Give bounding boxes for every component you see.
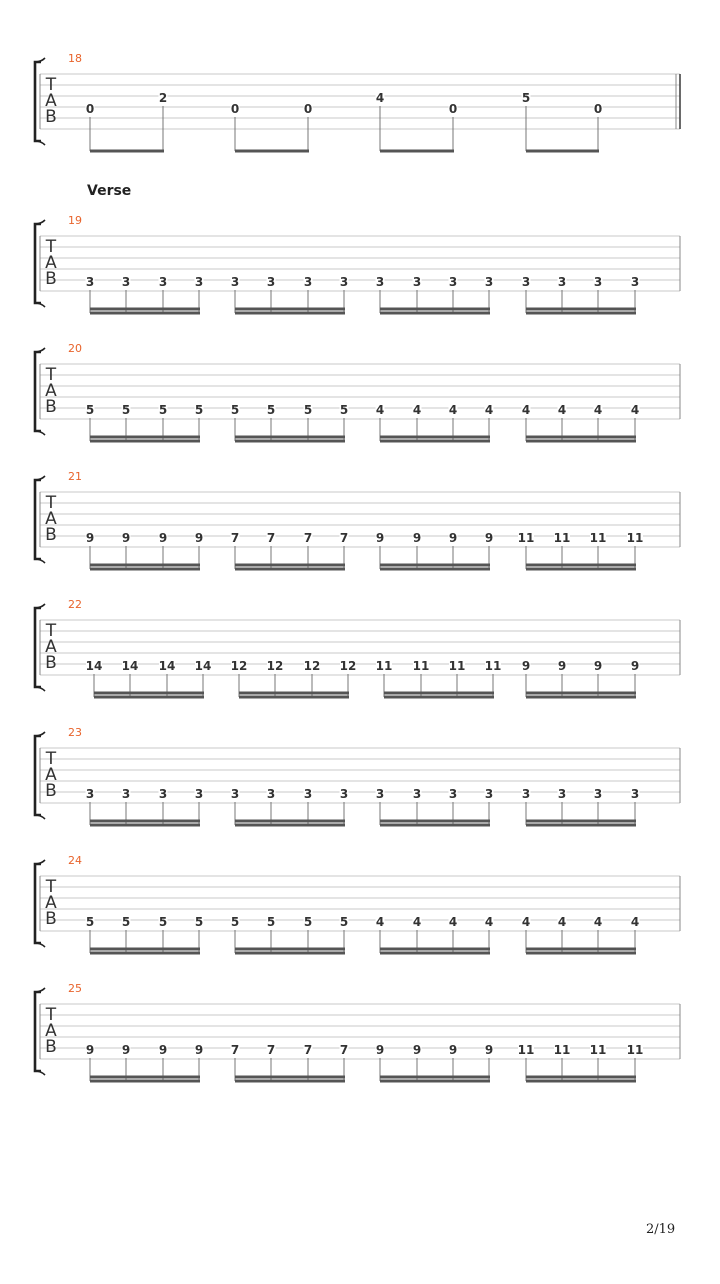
fret-number: 5 <box>266 915 276 929</box>
fret-number: 4 <box>557 403 567 417</box>
fret-number: 4 <box>593 403 603 417</box>
fret-number: 5 <box>121 403 131 417</box>
fret-number: 9 <box>448 531 458 545</box>
fret-number: 9 <box>375 531 385 545</box>
beam <box>235 568 345 571</box>
fret-number: 12 <box>303 659 321 673</box>
beam <box>380 440 490 443</box>
bracket-hook-bottom <box>35 431 45 435</box>
beam <box>526 696 636 699</box>
tab-clef-letter: B <box>45 1037 57 1057</box>
bracket-hook-top <box>35 988 45 992</box>
bracket-hook-bottom <box>35 815 45 819</box>
beam <box>90 824 200 827</box>
fret-number: 4 <box>412 403 422 417</box>
fret-number: 4 <box>521 915 531 929</box>
measure-number: 18 <box>68 52 82 65</box>
beam <box>380 1076 490 1079</box>
fret-number: 3 <box>375 787 385 801</box>
fret-number: 7 <box>266 531 276 545</box>
bracket-hook-top <box>35 860 45 864</box>
beam <box>235 150 309 153</box>
beam <box>384 696 494 699</box>
tab-system-24 <box>35 854 680 955</box>
beam <box>380 948 490 951</box>
fret-number: 9 <box>412 531 422 545</box>
fret-number: 11 <box>375 659 393 673</box>
fret-number: 9 <box>521 659 531 673</box>
fret-number: 9 <box>448 1043 458 1057</box>
beam <box>90 568 200 571</box>
section-label-verse: Verse <box>87 183 132 199</box>
beam <box>526 824 636 827</box>
fret-number: 7 <box>266 1043 276 1057</box>
tab-clef-letter: B <box>45 525 57 545</box>
tab-clef-letter: A <box>45 893 57 913</box>
fret-number: 3 <box>412 275 422 289</box>
tab-clef-letter: A <box>45 509 57 529</box>
fret-number: 3 <box>230 275 240 289</box>
beam <box>526 150 599 153</box>
bracket-hook-top <box>35 732 45 736</box>
fret-number: 3 <box>375 275 385 289</box>
fret-number: 9 <box>412 1043 422 1057</box>
bracket-hook-bottom <box>35 687 45 691</box>
fret-number: 3 <box>448 275 458 289</box>
fret-number: 11 <box>626 531 644 545</box>
measure-number: 25 <box>68 982 82 995</box>
tab-clef-letter: A <box>45 253 57 273</box>
tab-clef-letter: A <box>45 91 57 111</box>
fret-number: 5 <box>230 915 240 929</box>
fret-number: 14 <box>158 659 176 673</box>
beam <box>235 820 345 823</box>
beam <box>90 1076 200 1079</box>
bracket-hook-top <box>35 604 45 608</box>
fret-number: 11 <box>517 1043 535 1057</box>
bracket-hook-top <box>35 348 45 352</box>
fret-number: 3 <box>121 787 131 801</box>
fret-number: 5 <box>121 915 131 929</box>
fret-number: 4 <box>375 915 385 929</box>
fret-number: 4 <box>593 915 603 929</box>
beam <box>526 948 636 951</box>
fret-number: 3 <box>484 787 494 801</box>
fret-number: 0 <box>230 102 240 116</box>
fret-number: 5 <box>339 915 349 929</box>
fret-number: 3 <box>484 275 494 289</box>
fret-number: 5 <box>230 403 240 417</box>
fret-number: 5 <box>266 403 276 417</box>
fret-number: 4 <box>484 915 494 929</box>
fret-number: 9 <box>630 659 640 673</box>
beam <box>90 150 164 153</box>
tab-clef-letter: T <box>45 1005 57 1025</box>
fret-number: 3 <box>194 275 204 289</box>
beam <box>526 436 636 439</box>
beam <box>90 948 200 951</box>
fret-number: 7 <box>339 531 349 545</box>
fret-number: 0 <box>593 102 603 116</box>
fret-number: 3 <box>593 275 603 289</box>
beam <box>90 308 200 311</box>
fret-number: 9 <box>85 531 95 545</box>
fret-number: 12 <box>339 659 357 673</box>
beam <box>380 436 490 439</box>
tab-clef-letter: T <box>45 621 57 641</box>
tab-clef-letter: T <box>45 493 57 513</box>
fret-number: 14 <box>85 659 103 673</box>
beam <box>526 308 636 311</box>
fret-number: 9 <box>194 531 204 545</box>
fret-number: 9 <box>484 531 494 545</box>
beam <box>235 948 345 951</box>
beam <box>380 820 490 823</box>
fret-number: 7 <box>303 1043 313 1057</box>
tab-system-19 <box>35 214 680 315</box>
fret-number: 0 <box>85 102 95 116</box>
beam <box>90 564 200 567</box>
fret-number: 4 <box>630 915 640 929</box>
fret-number: 7 <box>230 531 240 545</box>
beam <box>235 824 345 827</box>
tab-clef-letter: A <box>45 381 57 401</box>
fret-number: 3 <box>521 275 531 289</box>
tab-clef-letter: B <box>45 909 57 929</box>
fret-number: 9 <box>375 1043 385 1057</box>
fret-number: 5 <box>339 403 349 417</box>
tab-clef-letter: T <box>45 75 57 95</box>
beam <box>235 308 345 311</box>
tab-clef-letter: T <box>45 749 57 769</box>
beam <box>380 564 490 567</box>
fret-number: 14 <box>121 659 139 673</box>
fret-number: 3 <box>593 787 603 801</box>
beam <box>90 820 200 823</box>
fret-number: 4 <box>375 91 385 105</box>
fret-number: 3 <box>557 275 567 289</box>
beam <box>90 312 200 315</box>
fret-number: 4 <box>412 915 422 929</box>
tab-clef-letter: A <box>45 637 57 657</box>
beam <box>380 1080 490 1083</box>
fret-number: 3 <box>521 787 531 801</box>
fret-number: 11 <box>517 531 535 545</box>
fret-number: 9 <box>121 531 131 545</box>
tab-system-21 <box>35 470 680 571</box>
fret-number: 5 <box>303 915 313 929</box>
tab-system-22 <box>35 598 680 699</box>
tab-clef-letter: A <box>45 1021 57 1041</box>
bracket-hook-top <box>35 220 45 224</box>
fret-number: 3 <box>85 787 95 801</box>
fret-number: 4 <box>484 403 494 417</box>
fret-number: 7 <box>339 1043 349 1057</box>
beam <box>526 568 636 571</box>
beam <box>380 308 490 311</box>
measure-number: 24 <box>68 854 82 867</box>
beam <box>526 952 636 955</box>
fret-number: 7 <box>303 531 313 545</box>
bracket-hook-bottom <box>35 943 45 947</box>
fret-number: 5 <box>85 403 95 417</box>
fret-number: 3 <box>266 275 276 289</box>
tab-clef-letter: B <box>45 107 57 127</box>
beam <box>239 692 349 695</box>
fret-number: 14 <box>194 659 212 673</box>
fret-number: 9 <box>158 1043 168 1057</box>
fret-number: 5 <box>158 915 168 929</box>
beam <box>94 696 204 699</box>
fret-number: 4 <box>448 915 458 929</box>
fret-number: 3 <box>266 787 276 801</box>
fret-number: 3 <box>448 787 458 801</box>
tab-system-23 <box>35 726 680 827</box>
beam <box>380 952 490 955</box>
fret-number: 2 <box>158 91 168 105</box>
fret-number: 12 <box>230 659 248 673</box>
bracket-hook-bottom <box>35 559 45 563</box>
bracket-hook-top <box>35 58 45 62</box>
beam <box>94 692 204 695</box>
tab-clef-letter: B <box>45 781 57 801</box>
page-number: 2/19 <box>646 1222 676 1237</box>
fret-number: 3 <box>158 787 168 801</box>
measure-number: 21 <box>68 470 82 483</box>
beam <box>380 568 490 571</box>
beam <box>239 696 349 699</box>
beam <box>526 692 636 695</box>
fret-number: 5 <box>194 403 204 417</box>
fret-number: 3 <box>339 787 349 801</box>
fret-number: 9 <box>484 1043 494 1057</box>
fret-number: 3 <box>121 275 131 289</box>
bracket-hook-bottom <box>35 141 45 145</box>
beam <box>90 436 200 439</box>
tab-clef-letter: T <box>45 237 57 257</box>
bracket-hook-bottom <box>35 303 45 307</box>
fret-number: 5 <box>521 91 531 105</box>
fret-number: 4 <box>557 915 567 929</box>
fret-number: 4 <box>375 403 385 417</box>
fret-number: 9 <box>121 1043 131 1057</box>
beam <box>380 312 490 315</box>
beam <box>380 824 490 827</box>
fret-number: 11 <box>626 1043 644 1057</box>
fret-number: 3 <box>194 787 204 801</box>
tab-system-25 <box>35 982 680 1083</box>
measure-number: 20 <box>68 342 82 355</box>
fret-number: 5 <box>85 915 95 929</box>
fret-number: 5 <box>158 403 168 417</box>
beam <box>526 820 636 823</box>
beam <box>235 440 345 443</box>
tab-clef-letter: T <box>45 877 57 897</box>
fret-number: 5 <box>194 915 204 929</box>
fret-number: 9 <box>85 1043 95 1057</box>
beam <box>90 440 200 443</box>
tab-clef-letter: T <box>45 365 57 385</box>
beam <box>526 1076 636 1079</box>
beam <box>235 1080 345 1083</box>
fret-number: 9 <box>158 531 168 545</box>
fret-number: 9 <box>593 659 603 673</box>
fret-number: 4 <box>630 403 640 417</box>
fret-number: 11 <box>448 659 466 673</box>
fret-number: 3 <box>230 787 240 801</box>
beam <box>90 952 200 955</box>
bracket-hook-bottom <box>35 1071 45 1075</box>
tab-clef-letter: B <box>45 269 57 289</box>
beam <box>526 440 636 443</box>
fret-number: 3 <box>158 275 168 289</box>
tab-clef-letter: B <box>45 397 57 417</box>
measure-number: 23 <box>68 726 82 739</box>
beam <box>235 1076 345 1079</box>
fret-number: 0 <box>303 102 313 116</box>
fret-number: 9 <box>557 659 567 673</box>
bracket-hook-top <box>35 476 45 480</box>
tab-system-18 <box>35 52 680 153</box>
fret-number: 3 <box>557 787 567 801</box>
fret-number: 4 <box>521 403 531 417</box>
fret-number: 4 <box>448 403 458 417</box>
measure-number: 19 <box>68 214 82 227</box>
beam <box>526 1080 636 1083</box>
fret-number: 11 <box>589 1043 607 1057</box>
fret-number: 9 <box>194 1043 204 1057</box>
fret-number: 3 <box>412 787 422 801</box>
beam <box>90 1080 200 1083</box>
tab-clef-letter: A <box>45 765 57 785</box>
beam <box>235 952 345 955</box>
fret-number: 11 <box>553 1043 571 1057</box>
tab-system-20 <box>35 342 680 443</box>
fret-number: 3 <box>339 275 349 289</box>
measure-number: 22 <box>68 598 82 611</box>
fret-number: 11 <box>553 531 571 545</box>
beam <box>526 564 636 567</box>
tab-clef-letter: B <box>45 653 57 673</box>
fret-number: 3 <box>303 787 313 801</box>
beam <box>526 312 636 315</box>
fret-number: 3 <box>630 275 640 289</box>
fret-number: 5 <box>303 403 313 417</box>
fret-number: 12 <box>266 659 284 673</box>
fret-number: 11 <box>484 659 502 673</box>
fret-number: 0 <box>448 102 458 116</box>
beam <box>380 150 454 153</box>
fret-number: 3 <box>630 787 640 801</box>
fret-number: 7 <box>230 1043 240 1057</box>
beam <box>235 312 345 315</box>
beam <box>235 564 345 567</box>
beam <box>384 692 494 695</box>
fret-number: 3 <box>303 275 313 289</box>
fret-number: 11 <box>412 659 430 673</box>
fret-number: 3 <box>85 275 95 289</box>
fret-number: 11 <box>589 531 607 545</box>
beam <box>235 436 345 439</box>
